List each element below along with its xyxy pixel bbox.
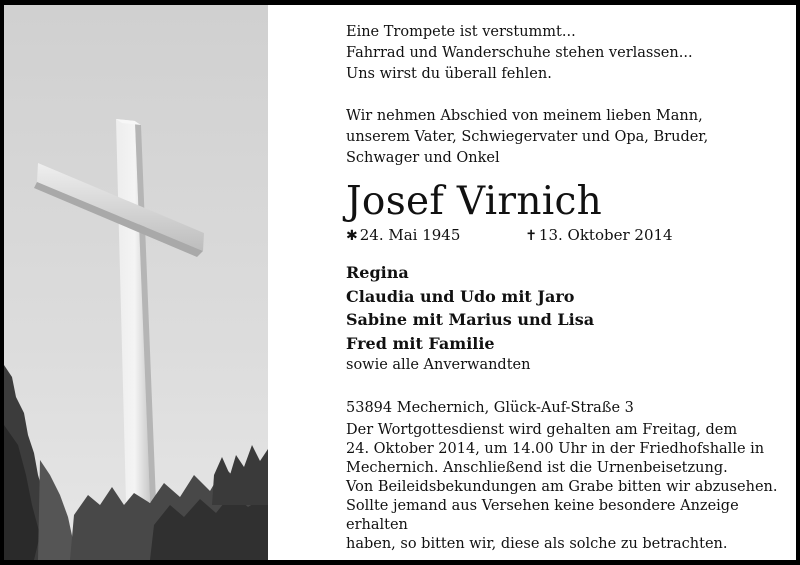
death-cross-icon: ✝	[525, 228, 537, 244]
birth-date: 24. Mai 1945	[359, 226, 461, 244]
family-member: Claudia und Udo mit Jaro	[346, 286, 575, 306]
poem-line: Uns wirst du überall fehlen.	[346, 66, 552, 82]
address: 53894 Mechernich, Glück-Auf-Straße 3	[346, 400, 634, 416]
poem	[346, 22, 786, 85]
poem-line: Eine Trompete ist verstummt...	[346, 24, 576, 40]
deceased-name: Josef Virnich	[346, 179, 603, 224]
intro-line: Wir nehmen Abschied von meinem lieben Mann,	[346, 108, 703, 124]
life-dates	[346, 225, 786, 247]
family-relatives: sowie alle Anverwandten	[346, 357, 531, 373]
cross-photo	[4, 5, 268, 560]
family-member: Sabine mit Marius und Lisa	[346, 310, 595, 329]
notice-line: Sollte jemand aus Versehen keine besondere Anzeige erhalten	[346, 498, 739, 533]
death-date-group	[525, 226, 702, 244]
family-list	[346, 261, 786, 376]
notice-line: Der Wortgottesdienst wird gehalten am Freitag, dem	[346, 422, 738, 438]
birth-date-group	[346, 226, 490, 244]
intro-line: Schwager und Onkel	[346, 150, 500, 166]
family-member: Regina	[346, 263, 409, 282]
family-member: Fred mit Familie	[346, 333, 495, 353]
birth-star-icon: ✱	[346, 228, 358, 244]
notice-text	[346, 22, 786, 554]
service-notice	[346, 421, 786, 554]
notice-line: Mechernich. Anschließend ist die Urnenbeisetzung.	[346, 460, 728, 476]
notice-line: Von Beileidsbekundungen am Grabe bitten wir abzusehen.	[346, 479, 778, 495]
intro-line: unserem Vater, Schwiegervater und Opa, Bruder,	[346, 129, 709, 145]
poem-line: Fahrrad und Wanderschuhe stehen verlassen...	[346, 45, 693, 61]
farewell-intro	[346, 106, 786, 169]
death-date: 13. Oktober 2014	[538, 226, 673, 244]
obituary-notice	[4, 5, 796, 560]
notice-line: haben, so bitten wir, diese als solche zu betrachten.	[346, 536, 728, 552]
notice-line: 24. Oktober 2014, um 14.00 Uhr in der Friedhofshalle in	[346, 441, 765, 457]
